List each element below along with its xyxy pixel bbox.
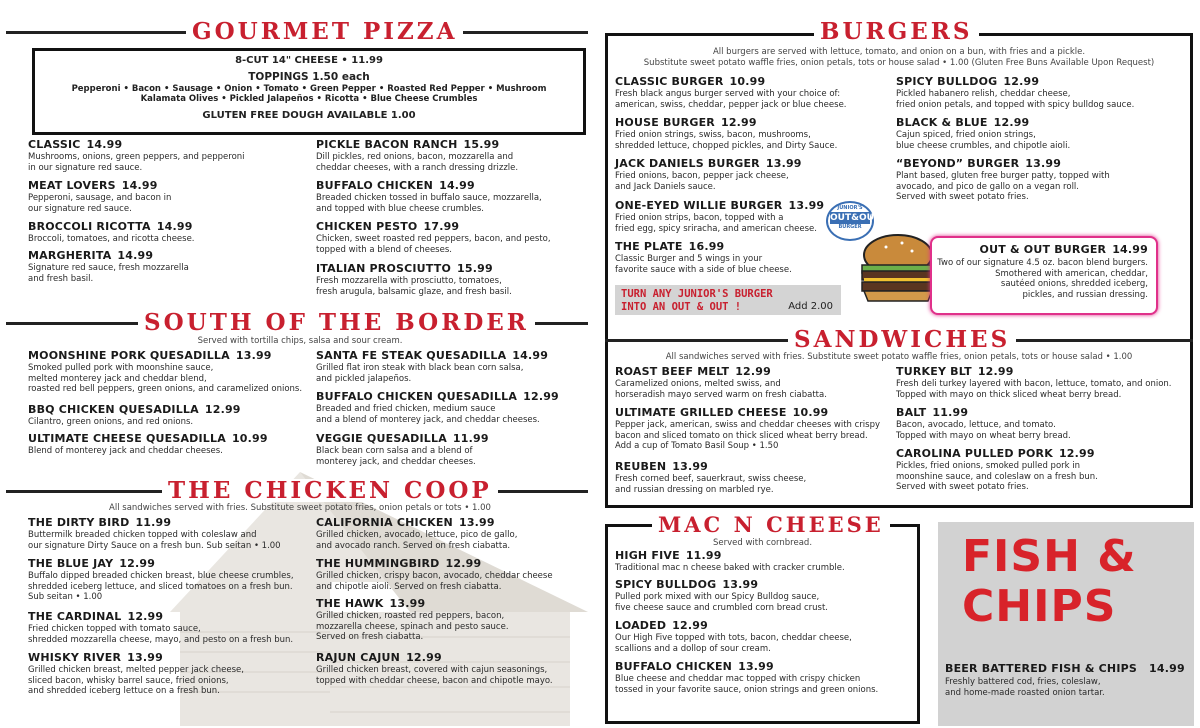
item-name: JACK DANIELS BURGER bbox=[615, 157, 760, 170]
item-name: HOUSE BURGER bbox=[615, 116, 715, 129]
promo-price: Add 2.00 bbox=[788, 301, 833, 312]
item-name: MEAT LOVERS bbox=[28, 179, 116, 192]
item-price: 13.99 bbox=[765, 157, 802, 170]
item-desc: shredded iceberg lettuce, and sliced tomatoes on a fresh bun. bbox=[28, 581, 293, 592]
item-name: BALT bbox=[896, 406, 927, 419]
menu-item bbox=[896, 447, 1098, 493]
item-desc: roasted red bell peppers, green onions, and caramelized onions. bbox=[28, 384, 303, 395]
item-desc: moonshine sauce, and coleslaw on a fresh bun. bbox=[896, 471, 1098, 482]
out-and-out-feature bbox=[930, 236, 1158, 315]
item-desc: our signature red sauce. bbox=[28, 203, 132, 214]
item-price: 13.99 bbox=[127, 651, 163, 664]
item-price: 11.99 bbox=[685, 549, 722, 562]
item-desc: pickles, and russian dressing. bbox=[1022, 289, 1148, 300]
item-name: CAROLINA PULLED PORK bbox=[896, 447, 1053, 460]
item-price: 12.99 bbox=[672, 619, 708, 632]
toppings-list-2: Kalamata Olives • Pickled Jalapeños • Ricotta • Blue Cheese Crumbles bbox=[140, 94, 478, 104]
item-name: TURKEY BLT bbox=[896, 365, 972, 378]
item-desc: Fresh black angus burger served with your choice of: bbox=[615, 89, 841, 99]
item-price: 14.99 bbox=[1149, 662, 1185, 675]
menu-item bbox=[316, 390, 559, 425]
item-desc: five cheese sauce and crumbled corn bread crust. bbox=[615, 602, 829, 613]
item-name: BROCCOLI RICOTTA bbox=[28, 220, 151, 233]
item-desc: Grilled chicken breast, melted pepper jack cheese, bbox=[28, 665, 244, 675]
feature-desc bbox=[937, 258, 1148, 300]
item-name: ROAST BEEF MELT bbox=[615, 365, 730, 378]
coop-title: THE CHICKEN COOP bbox=[162, 479, 498, 502]
menu-item bbox=[615, 157, 802, 192]
item-price: 17.99 bbox=[423, 220, 460, 233]
menu-item bbox=[615, 365, 827, 400]
mac-title: MAC N CHEESE bbox=[652, 514, 890, 535]
item-price: 12.99 bbox=[445, 557, 482, 570]
item-price: 13.99 bbox=[1025, 157, 1062, 170]
item-desc: Smoked pulled pork with moonshine sauce, bbox=[28, 363, 214, 373]
menu-item bbox=[316, 220, 551, 255]
item-name: CLASSIC BURGER bbox=[615, 75, 724, 88]
item-name: MOONSHINE PORK QUESADILLA bbox=[28, 349, 230, 362]
item-price: 13.99 bbox=[738, 660, 774, 673]
item-desc: topped with cheddar cheese, bacon and chipotle mayo. bbox=[316, 675, 553, 686]
item-price: 14.99 bbox=[439, 179, 475, 192]
item-desc: Blue cheese and cheddar mac topped with crispy chicken bbox=[615, 674, 861, 684]
menu-item bbox=[316, 516, 517, 551]
item-price: 12.99 bbox=[977, 365, 1014, 378]
sandwiches-title: SANDWICHES bbox=[788, 328, 1016, 351]
item-desc: Pickles, fried onions, smoked pulled pork in bbox=[896, 461, 1081, 471]
item-desc: Caramelized onions, melted swiss, and bbox=[615, 379, 781, 389]
item-desc: cheddar cheeses, with a ranch dressing drizzle. bbox=[316, 162, 519, 173]
menu-item bbox=[316, 349, 548, 384]
item-price: 13.99 bbox=[722, 578, 759, 591]
menu-item bbox=[28, 557, 294, 603]
item-desc: and pickled jalapeños. bbox=[316, 373, 412, 384]
logo-bottom-text: BURGER bbox=[838, 224, 862, 230]
item-name: BLACK & BLUE bbox=[896, 116, 988, 129]
burgers-title: BURGERS bbox=[814, 20, 979, 43]
menu-item bbox=[896, 157, 1110, 203]
item-price: 14.99 bbox=[117, 249, 154, 262]
menu-item bbox=[316, 138, 518, 173]
item-desc: Fried onion strips, bacon, topped with a bbox=[615, 213, 784, 223]
item-price: 10.99 bbox=[231, 432, 268, 445]
burger-illustration-icon bbox=[856, 233, 940, 305]
item-desc: Sub seitan • 1.00 bbox=[28, 592, 103, 603]
cheese-pizza-line: 8-CUT 14" CHEESE • 11.99 bbox=[235, 55, 383, 66]
item-desc: and home-made roasted onion tartar. bbox=[945, 687, 1105, 698]
menu-item bbox=[896, 116, 1070, 151]
item-name: THE DIRTY BIRD bbox=[28, 516, 130, 529]
item-desc: Pickled habanero relish, cheddar cheese, bbox=[896, 89, 1071, 99]
item-desc: and Jack Daniels sauce. bbox=[615, 181, 716, 192]
menu-item bbox=[896, 75, 1134, 110]
toppings-list-1: Pepperoni • Bacon • Sausage • Onion • Tomato • Green Pepper • Roasted Red Pepper • Mushroom bbox=[71, 84, 547, 94]
item-desc: Topped with mayo on thick sliced wheat berry bread. bbox=[896, 389, 1122, 400]
item-price: 12.99 bbox=[523, 390, 559, 403]
item-price: 13.99 bbox=[235, 349, 272, 362]
item-price: 16.99 bbox=[688, 240, 725, 253]
menu-item bbox=[316, 557, 553, 592]
item-name: PICKLE BACON RANCH bbox=[316, 138, 458, 151]
item-name: SPICY BULLDOG bbox=[615, 578, 717, 591]
item-desc: Breaded and fried chicken, medium sauce bbox=[316, 404, 496, 414]
item-desc: Chicken, sweet roasted red peppers, bacon, and pesto, bbox=[316, 234, 551, 244]
item-name: BUFFALO CHICKEN QUESADILLA bbox=[316, 390, 518, 403]
item-desc: Grilled flat iron steak with black bean corn salsa, bbox=[316, 363, 524, 373]
item-desc: Fresh corned beef, sauerkraut, swiss cheese, bbox=[615, 474, 807, 484]
item-desc: avocado, and pico de gallo on a vegan roll. bbox=[896, 181, 1079, 192]
item-desc: blue cheese crumbles, and chipotle aioli. bbox=[896, 140, 1071, 151]
item-desc: Our High Five topped with tots, bacon, cheddar cheese, bbox=[615, 633, 852, 643]
menu-item bbox=[615, 116, 837, 151]
item-desc: Bacon, avocado, lettuce, and tomato. bbox=[896, 420, 1056, 430]
gluten-free-line: GLUTEN FREE DOUGH AVAILABLE 1.00 bbox=[202, 110, 416, 121]
item-price: 13.99 bbox=[788, 199, 825, 212]
toppings-line: TOPPINGS 1.50 each bbox=[248, 71, 370, 83]
item-name: REUBEN bbox=[615, 460, 667, 473]
item-price: 12.99 bbox=[993, 116, 1030, 129]
item-desc: monterey jack, and cheddar cheeses. bbox=[316, 456, 476, 467]
item-desc: horseradish mayo served warm on fresh ciabatta. bbox=[615, 389, 827, 400]
item-desc: favorite sauce with a side of blue cheese. bbox=[615, 264, 792, 275]
item-desc: Buttermilk breaded chicken topped with coleslaw and bbox=[28, 530, 257, 540]
item-name: LOADED bbox=[615, 619, 667, 632]
item-name: CHICKEN PESTO bbox=[316, 220, 418, 233]
menu-item bbox=[615, 619, 852, 654]
item-name: SPICY BULLDOG bbox=[896, 75, 998, 88]
menu-item bbox=[28, 138, 245, 173]
item-name: THE BLUE JAY bbox=[28, 557, 114, 570]
item-price: 14.99 bbox=[121, 179, 158, 192]
item-desc: Served on fresh ciabatta. bbox=[316, 632, 424, 643]
menu-item bbox=[896, 406, 1071, 441]
menu-item bbox=[28, 516, 281, 551]
item-name: OUT & OUT BURGER bbox=[979, 243, 1107, 256]
menu-item bbox=[896, 365, 1171, 400]
burgers-note-1: All burgers are served with lettuce, tomato, and onion on a bun, with fries and a pickle. bbox=[712, 47, 1086, 57]
item-name: VEGGIE QUESADILLA bbox=[316, 432, 447, 445]
item-desc: and avocado ranch. Served on fresh ciabatta. bbox=[316, 540, 511, 551]
item-price: 13.99 bbox=[458, 516, 495, 529]
item-desc: and shredded iceberg lettuce on a fresh bun. bbox=[28, 686, 220, 697]
item-price: 12.99 bbox=[735, 365, 771, 378]
item-desc: fried egg, spicy sriracha, and american cheese. bbox=[615, 223, 817, 234]
item-desc: Two of our signature 4.5 oz. bacon blend burgers. bbox=[937, 258, 1148, 268]
item-desc: and russian dressing on marbled rye. bbox=[615, 484, 774, 495]
menu-item bbox=[615, 406, 880, 452]
item-desc: bacon and sliced tomato on thick sliced wheat berry bread. bbox=[615, 430, 868, 441]
item-price: 12.99 bbox=[1058, 447, 1095, 460]
item-price: 12.99 bbox=[1003, 75, 1040, 88]
item-desc: fresh arugula, balsamic glaze, and fresh basil. bbox=[316, 286, 512, 297]
item-desc: fried onion petals, and topped with spicy bulldog sauce. bbox=[896, 99, 1135, 110]
item-price: 12.99 bbox=[119, 557, 156, 570]
item-desc: Breaded chicken tossed in buffalo sauce, mozzarella, bbox=[316, 193, 542, 203]
item-name: SANTA FE STEAK QUESADILLA bbox=[316, 349, 507, 362]
burgers-note-2: Substitute sweet potato waffle fries, onion petals, tots or house salad • 1.00 (Gluten Free Buns Available Upon Request) bbox=[643, 58, 1155, 68]
menu-item bbox=[615, 240, 792, 275]
item-desc: Classic Burger and 5 wings in your bbox=[615, 254, 763, 264]
item-desc: sautéed onions, shredded iceberg, bbox=[1000, 279, 1148, 290]
item-desc: sliced bacon, whisky barrel sauce, fried onions, bbox=[28, 675, 229, 686]
item-desc: Add a cup of Tomato Basil Soup • 1.50 bbox=[615, 441, 779, 452]
item-desc: Buffalo dipped breaded chicken breast, blue cheese crumbles, bbox=[28, 571, 294, 581]
item-desc: and a blend of monterey jack, and cheddar cheeses. bbox=[316, 414, 540, 425]
border-note: Served with tortilla chips, salsa and sour cream. bbox=[197, 336, 403, 346]
menu-item bbox=[28, 403, 241, 428]
border-title: SOUTH OF THE BORDER bbox=[138, 311, 535, 334]
item-desc: tossed in your favorite sauce, onion strings and green onions. bbox=[615, 684, 879, 695]
item-price: 12.99 bbox=[127, 610, 164, 623]
item-price: 13.99 bbox=[672, 460, 709, 473]
item-price: 14.99 bbox=[86, 138, 123, 151]
item-name: THE PLATE bbox=[615, 240, 683, 253]
item-name: THE CARDINAL bbox=[28, 610, 122, 623]
item-price: 15.99 bbox=[457, 262, 493, 275]
item-name: BEER BATTERED FISH & CHIPS bbox=[945, 662, 1138, 675]
item-desc: Pepperoni, sausage, and bacon in bbox=[28, 193, 172, 203]
item-desc: mozzarella cheese, spinach and pesto sauce. bbox=[316, 621, 509, 632]
menu-item bbox=[316, 651, 553, 686]
menu-item bbox=[615, 578, 828, 613]
sandwiches-note: All sandwiches served with fries. Substitute sweet potato waffle fries, onion petals, tots or house salad • 1.00 bbox=[665, 352, 1133, 362]
mac-note: Served with cornbread. bbox=[712, 538, 813, 548]
item-name: RAJUN CAJUN bbox=[316, 651, 401, 664]
item-name: HIGH FIVE bbox=[615, 549, 680, 562]
fish-title-line-1: FISH & bbox=[962, 531, 1137, 582]
item-name: BUFFALO CHICKEN bbox=[615, 660, 733, 673]
item-name: ULTIMATE CHEESE QUESADILLA bbox=[28, 432, 226, 445]
menu-item bbox=[316, 262, 512, 297]
item-desc: Broccoli, tomatoes, and ricotta cheese. bbox=[28, 234, 195, 244]
item-desc: Smothered with american, cheddar, bbox=[995, 268, 1148, 279]
menu-item bbox=[316, 597, 509, 643]
item-price: 14.99 bbox=[1112, 243, 1148, 256]
item-price: 12.99 bbox=[720, 116, 757, 129]
item-desc: scallions and a dollop of sour cream. bbox=[615, 643, 771, 654]
feature-title bbox=[980, 243, 1148, 257]
menu-item bbox=[615, 549, 845, 574]
item-desc: our signature Dirty Sauce on a fresh bun. Sub seitan • 1.00 bbox=[28, 540, 281, 551]
promo-line-1: TURN ANY JUNIOR'S BURGER bbox=[621, 288, 773, 300]
item-desc: Fresh deli turkey layered with bacon, lettuce, tomato, and onion. bbox=[896, 379, 1172, 389]
item-price: 15.99 bbox=[463, 138, 500, 151]
logo-top-text: JUNIOR'S bbox=[837, 205, 863, 211]
menu-item bbox=[28, 179, 171, 214]
item-desc: and fresh basil. bbox=[28, 273, 94, 284]
item-desc: Grilled chicken, crispy bacon, avocado, cheddar cheese bbox=[316, 571, 553, 581]
fish-item-title bbox=[945, 662, 1185, 676]
item-name: BUFFALO CHICKEN bbox=[316, 179, 434, 192]
menu-item bbox=[28, 432, 268, 457]
item-desc: Grilled chicken, avocado, lettuce, pico de gallo, bbox=[316, 530, 518, 540]
item-desc: Plant based, gluten free burger patty, topped with bbox=[896, 171, 1110, 181]
item-price: 14.99 bbox=[156, 220, 193, 233]
logo-main-text: OUT&OUT bbox=[830, 213, 881, 223]
menu-item bbox=[615, 75, 847, 110]
item-desc: Pepper jack, american, swiss and cheddar cheeses with crispy bbox=[615, 420, 880, 430]
item-name: THE HUMMINGBIRD bbox=[316, 557, 440, 570]
item-desc: and chipotle aioli. Served on fresh ciabatta. bbox=[316, 581, 502, 592]
item-desc: Served with sweet potato fries. bbox=[896, 482, 1029, 493]
fish-and-chips-panel bbox=[938, 522, 1194, 726]
menu-item bbox=[28, 610, 293, 645]
item-desc: Signature red sauce, fresh mozzarella bbox=[28, 263, 189, 273]
item-desc: melted monterey jack and cheddar blend, bbox=[28, 373, 207, 384]
item-desc: Fresh mozzarella with prosciutto, tomatoes, bbox=[316, 276, 502, 286]
item-desc: Cajun spiced, fried onion strings, bbox=[896, 130, 1036, 140]
menu-item bbox=[28, 249, 189, 284]
item-price: 12.99 bbox=[406, 651, 442, 664]
item-name: “BEYOND” BURGER bbox=[896, 157, 1020, 170]
item-desc: american, swiss, cheddar, pepper jack or blue cheese. bbox=[615, 99, 847, 110]
item-name: CLASSIC bbox=[28, 138, 81, 151]
item-desc: Fried onions, bacon, pepper jack cheese, bbox=[615, 171, 789, 181]
menu-item bbox=[316, 179, 542, 214]
item-name: THE HAWK bbox=[316, 597, 384, 610]
fish-item-desc bbox=[945, 677, 1105, 698]
item-name: ULTIMATE GRILLED CHEESE bbox=[615, 406, 787, 419]
pizza-info-box bbox=[32, 48, 586, 135]
item-desc: Pulled pork mixed with our Spicy Bulldog sauce, bbox=[615, 592, 820, 602]
item-desc: Mushrooms, onions, green peppers, and pepperoni bbox=[28, 152, 245, 162]
item-name: MARGHERITA bbox=[28, 249, 112, 262]
menu-item bbox=[28, 220, 195, 245]
item-price: 12.99 bbox=[204, 403, 241, 416]
item-name: ONE-EYED WILLIE BURGER bbox=[615, 199, 783, 212]
pizza-title: GOURMET PIZZA bbox=[186, 20, 463, 43]
menu-item bbox=[615, 460, 806, 495]
item-desc: Grilled chicken, roasted red peppers, bacon, bbox=[316, 611, 505, 621]
out-and-out-promo bbox=[615, 285, 841, 315]
item-price: 10.99 bbox=[792, 406, 829, 419]
menu-item bbox=[28, 651, 244, 697]
item-desc: shredded lettuce, chopped pickles, and Dirty Sauce. bbox=[615, 140, 838, 151]
item-desc: Blend of monterey jack and cheddar cheeses. bbox=[28, 446, 223, 456]
item-desc: Grilled chicken breast, covered with cajun seasonings, bbox=[316, 665, 548, 675]
promo-line-2: INTO AN OUT & OUT ! bbox=[621, 301, 742, 313]
item-desc: Cilantro, green onions, and red onions. bbox=[28, 417, 194, 427]
item-price: 11.99 bbox=[452, 432, 489, 445]
menu-item bbox=[28, 349, 302, 395]
item-desc: shredded mozzarella cheese, mayo, and pesto on a fresh bun. bbox=[28, 634, 294, 645]
item-price: 13.99 bbox=[389, 597, 426, 610]
menu-item bbox=[615, 660, 878, 695]
menu-item bbox=[615, 199, 824, 234]
item-desc: Served with sweet potato fries. bbox=[896, 192, 1029, 203]
item-desc: Fried chicken topped with tomato sauce, bbox=[28, 624, 201, 634]
item-price: 11.99 bbox=[932, 406, 969, 419]
item-name: BBQ CHICKEN QUESADILLA bbox=[28, 403, 199, 416]
item-price: 10.99 bbox=[729, 75, 766, 88]
item-desc: Fried onion strings, swiss, bacon, mushrooms, bbox=[615, 130, 811, 140]
item-desc: Dill pickles, red onions, bacon, mozzarella and bbox=[316, 152, 514, 162]
item-name: ITALIAN PROSCIUTTO bbox=[316, 262, 452, 275]
item-desc: Traditional mac n cheese baked with cracker crumble. bbox=[615, 563, 845, 573]
coop-note: All sandwiches served with fries. Substitute sweet potato fries, onion petals or tots • 1.00 bbox=[109, 503, 491, 513]
fish-title-line-2: CHIPS bbox=[962, 581, 1117, 632]
item-desc: Freshly battered cod, fries, coleslaw, bbox=[945, 677, 1101, 687]
item-desc: Topped with mayo on wheat berry bread. bbox=[896, 430, 1071, 441]
item-name: WHISKY RIVER bbox=[28, 651, 122, 664]
item-name: CALIFORNIA CHICKEN bbox=[316, 516, 453, 529]
item-desc: topped with a blend of cheeses. bbox=[316, 244, 452, 255]
item-desc: in our signature red sauce. bbox=[28, 162, 143, 173]
item-desc: and topped with blue cheese crumbles. bbox=[316, 203, 484, 214]
item-price: 14.99 bbox=[512, 349, 549, 362]
item-price: 11.99 bbox=[135, 516, 172, 529]
item-desc: Black bean corn salsa and a blend of bbox=[316, 446, 473, 456]
